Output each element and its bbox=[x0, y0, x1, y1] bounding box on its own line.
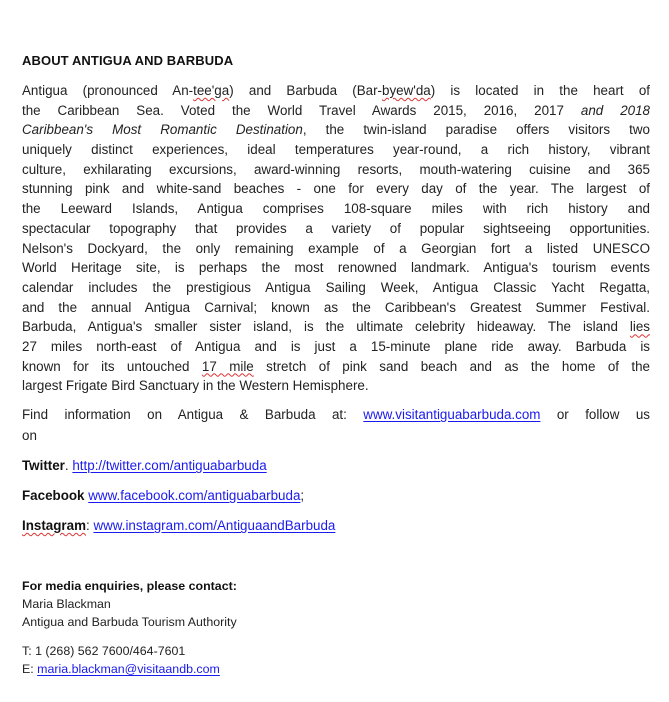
text-segment: largest Frigate Bird Sanctuary in the Western Hemisphere. bbox=[22, 378, 369, 394]
twitter-link[interactable]: http://twitter.com/antiguabarbuda bbox=[72, 458, 267, 473]
text-segment: calendar includes the prestigious Antigua Sailing Week, Antigua Classic Yacht Regatta, bbox=[22, 279, 650, 295]
paragraph-line bbox=[22, 337, 650, 357]
text-segment: ) is located in the heart of bbox=[430, 83, 650, 98]
facebook-link[interactable]: www.facebook.com/antiguabarbuda bbox=[88, 488, 301, 503]
contact-org: Antigua and Barbuda Tourism Authority bbox=[22, 615, 237, 629]
paragraph-line bbox=[22, 239, 650, 259]
find-info-text: Find information on Antigua & Barbuda at: bbox=[22, 407, 364, 422]
text-segment: and the annual Antigua Carnival; known as the Caribbean's Greatest Summer Festival. bbox=[22, 299, 650, 315]
text-segment: 27 miles north-east of Antigua and is just a 15-minute plane ride away. Barbuda is bbox=[22, 338, 650, 354]
paragraph-line bbox=[22, 120, 650, 140]
text-segment: stretch of pink sand beach and as the home of the bbox=[253, 358, 650, 374]
find-info-line2: on bbox=[22, 428, 37, 443]
paragraph-line bbox=[22, 298, 650, 318]
instagram-link[interactable]: www.instagram.com/AntiguaandBarbuda bbox=[93, 518, 336, 533]
misspelled-word: lies bbox=[629, 319, 650, 335]
section-heading: ABOUT ANTIGUA AND BARBUDA bbox=[22, 53, 234, 68]
instagram-line bbox=[22, 516, 335, 536]
email-prefix: E: bbox=[22, 662, 38, 676]
text-segment: stunning pink and white-sand beaches - one for every day of the year. The largest of bbox=[22, 181, 650, 197]
facebook-label: Facebook bbox=[22, 488, 85, 503]
contact-name: Maria Blackman bbox=[22, 597, 111, 611]
text-segment: spectacular topography that provides a variety of popular sightseeing opportunities. bbox=[22, 220, 650, 236]
text-segment: the Leeward Islands, Antigua comprises 108-square miles with rich history and bbox=[22, 201, 650, 217]
text-segment: known for its untouched bbox=[22, 358, 202, 374]
paragraph-line bbox=[22, 219, 650, 239]
italic-text: Caribbean's Most Romantic Destination bbox=[22, 122, 303, 138]
find-info-suffix: or follow us bbox=[540, 407, 650, 422]
facebook-line bbox=[22, 486, 304, 506]
paragraph-line bbox=[22, 278, 650, 298]
text-segment: the Caribbean Sea. Voted the World Travel Awards 2015, 2016, 2017 bbox=[22, 102, 581, 118]
email-link[interactable]: maria.blackman@visitaandb.com bbox=[37, 662, 220, 676]
italic-text: and 2018 bbox=[580, 102, 650, 118]
twitter-label: Twitter bbox=[22, 458, 65, 473]
find-info-line bbox=[22, 405, 650, 425]
text-segment: World Heritage site, is perhaps the most renowned landmark. Antigua's tourism events bbox=[22, 260, 650, 276]
contact-block bbox=[22, 577, 237, 678]
text-segment: Antigua (pronounced An- bbox=[22, 83, 194, 98]
misspelled-word: byew'da bbox=[382, 83, 431, 98]
text-segment: Nelson's Dockyard, the only remaining example of a Georgian fort a listed UNESCO bbox=[22, 240, 650, 256]
twitter-line bbox=[22, 456, 267, 476]
text-segment: , the twin-island paradise offers visitors two bbox=[302, 122, 650, 138]
paragraph-line bbox=[22, 357, 650, 377]
text-segment: culture, exhilarating excursions, award-winning resorts, mouth-watering cuisine and 365 bbox=[22, 161, 650, 177]
contact-phone: T: 1 (268) 562 7600/464-7601 bbox=[22, 644, 186, 658]
paragraph-line bbox=[22, 101, 650, 121]
contact-email-line bbox=[22, 660, 237, 678]
paragraph-line bbox=[22, 81, 650, 101]
instagram-sep: : bbox=[86, 518, 94, 533]
paragraph-line bbox=[22, 179, 650, 199]
text-segment: uniquely distinct experiences, ideal temperatures year-round, a rich history, vibrant bbox=[22, 142, 650, 158]
paragraph-line bbox=[22, 317, 650, 337]
facebook-suffix: ; bbox=[300, 488, 305, 503]
paragraph-line bbox=[22, 258, 650, 278]
website-link[interactable]: www.visitantiguabarbuda.com bbox=[363, 407, 541, 422]
instagram-label: Instagram bbox=[22, 518, 86, 533]
paragraph-line bbox=[22, 199, 650, 219]
paragraph-line bbox=[22, 160, 650, 180]
paragraph-line bbox=[22, 376, 650, 396]
misspelled-word: 17 mile bbox=[201, 358, 254, 374]
twitter-sep: . bbox=[64, 458, 73, 473]
misspelled-word: tee'ga bbox=[193, 83, 230, 98]
text-segment: Barbuda, Antigua's smaller sister island, is the ultimate celebrity hideaway. The island bbox=[22, 319, 630, 335]
text-segment: ) and Barbuda (Bar- bbox=[229, 83, 383, 98]
paragraph-line bbox=[22, 140, 650, 160]
contact-heading: For media enquiries, please contact: bbox=[22, 579, 237, 593]
about-paragraph bbox=[22, 81, 650, 396]
